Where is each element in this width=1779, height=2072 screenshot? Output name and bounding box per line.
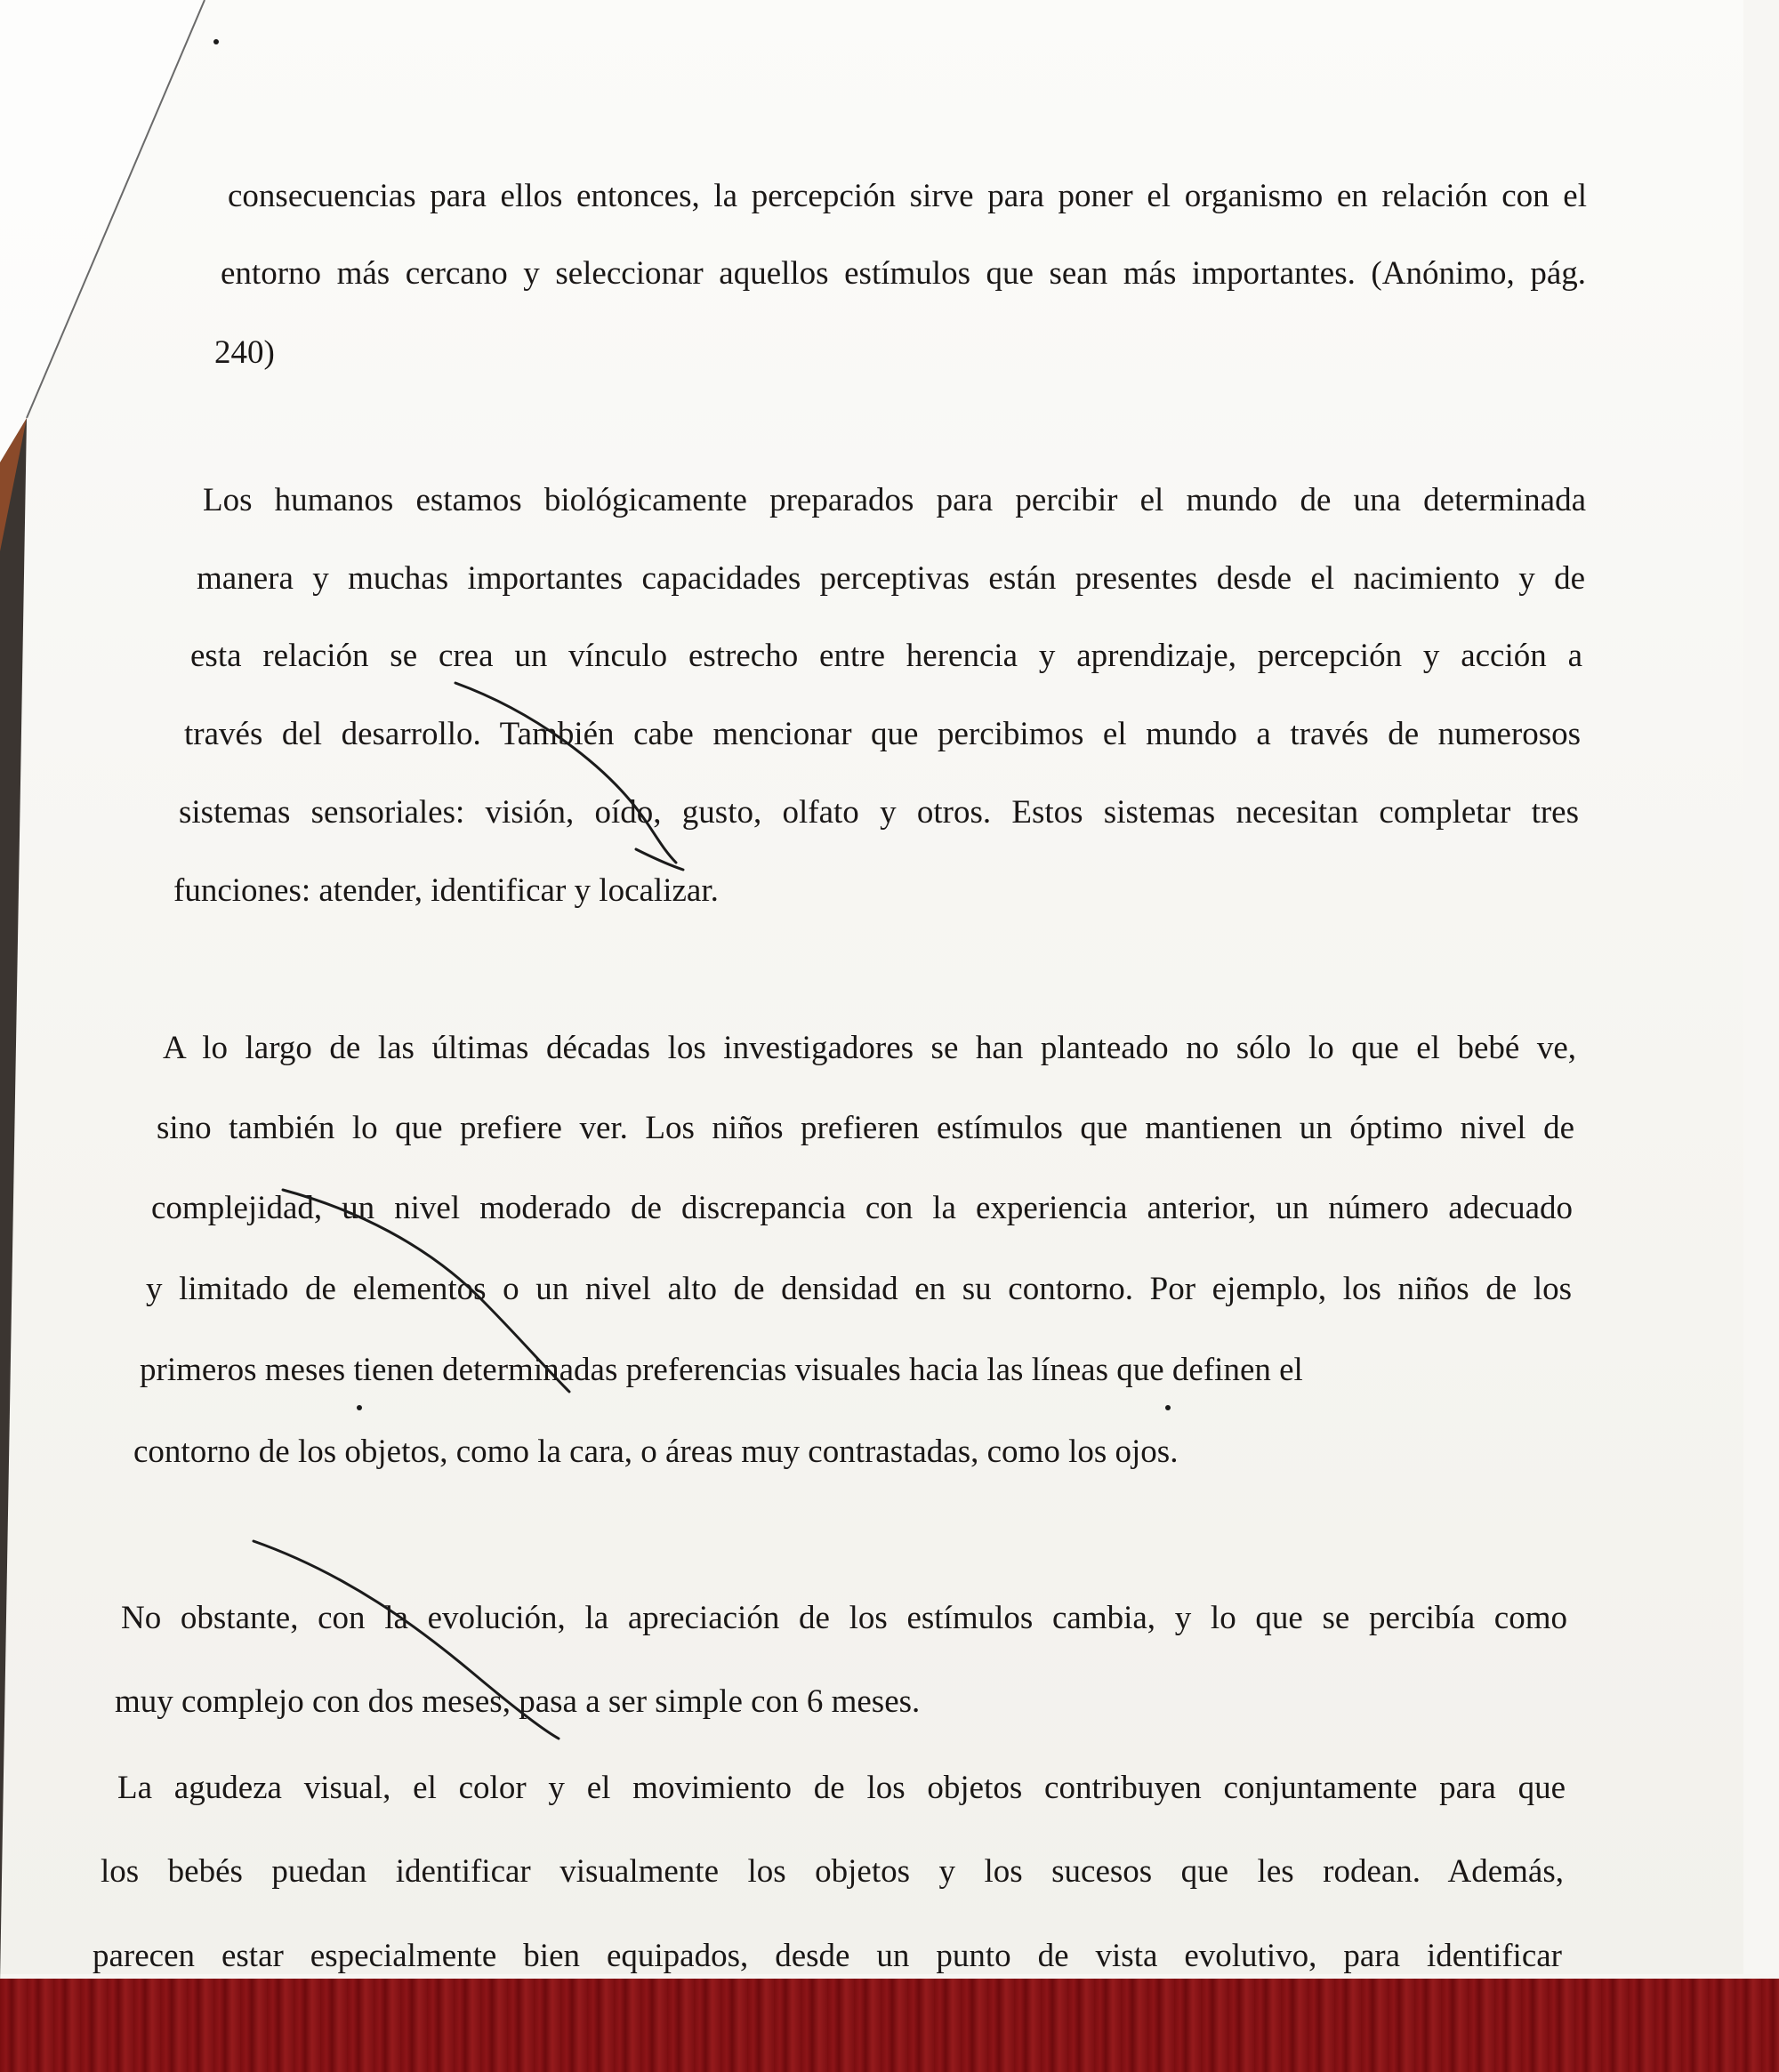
text-line: 240) (214, 334, 275, 371)
text-line: través del desarrollo. También cabe mencionar que percibimos el mundo a través de numerosos (184, 716, 1581, 752)
text-line: No obstante, con la evolución, la apreciación de los estímulos cambia, y lo que se percibía como (121, 1600, 1567, 1636)
text-line: sino también lo que prefiere ver. Los niños prefieren estímulos que mantienen un óptimo nivel de (157, 1110, 1574, 1146)
text-line: entorno más cercano y seleccionar aquellos estímulos que sean más importantes. (Anónimo, pág. (221, 255, 1586, 292)
text-line: complejidad, un nivel moderado de discrepancia con la experiencia anterior, un número adecuado (151, 1190, 1573, 1226)
text-line: muy complejo con dos meses, pasa a ser simple con 6 meses. (115, 1683, 921, 1720)
text-line: A lo largo de las últimas décadas los investigadores se han planteado no sólo lo que el bebé ve, (163, 1030, 1576, 1066)
text-line: consecuencias para ellos entonces, la percepción sirve para poner el organismo en relación con el (228, 178, 1587, 214)
text-line: primeros meses tienen determinadas preferencias visuales hacia las líneas que definen el (140, 1352, 1303, 1388)
text-line: parecen estar especialmente bien equipados, desde un punto de vista evolutivo, para identificar (93, 1938, 1562, 1974)
text-line: esta relación se crea un vínculo estrecho entre herencia y aprendizaje, percepción y acción a (190, 638, 1582, 674)
text-line: manera y muchas importantes capacidades perceptivas están presentes desde el nacimiento y de (197, 560, 1585, 597)
text-line: funciones: atender, identificar y localizar. (173, 872, 719, 909)
background-surface (0, 1979, 1779, 2072)
text-line: sistemas sensoriales: visión, oído, gusto, olfato y otros. Estos sistemas necesitan completar tres (179, 794, 1579, 831)
text-line: Los humanos estamos biológicamente preparados para percibir el mundo de una determinada (203, 482, 1586, 518)
text-line: los bebés puedan identificar visualmente los objetos y los sucesos que les rodean. Además, (101, 1853, 1564, 1890)
text-line: y limitado de elementos o un nivel alto de densidad en su contorno. Por ejemplo, los niños de los (146, 1271, 1572, 1307)
text-line: contorno de los objetos, como la cara, o áreas muy contrastadas, como los ojos. (133, 1434, 1179, 1470)
text-line: La agudeza visual, el color y el movimiento de los objetos contribuyen conjuntamente para que (117, 1770, 1566, 1806)
